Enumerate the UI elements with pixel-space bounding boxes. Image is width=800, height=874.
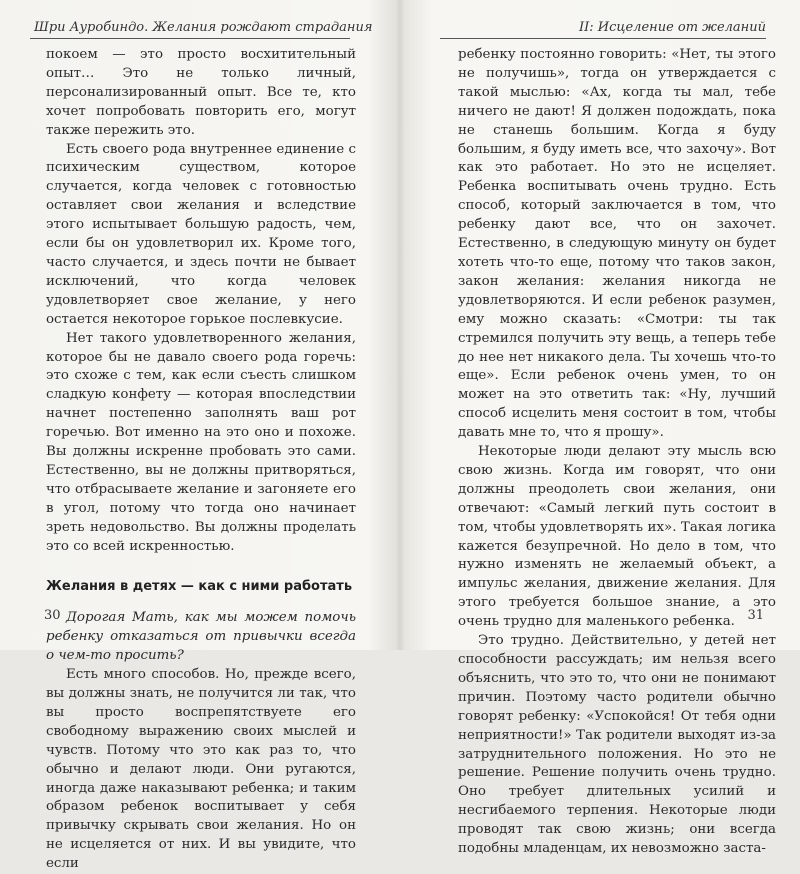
- answer-paragraph: Есть много способов. Но, прежде всего, вы должны знать, не получится ли так, что вы просто воспрепятствуете его свободному выражению своих мыслей и чувств. Потому что это как раз то, что обычно и делают люди. Они ругаются, иногда даже наказывают ребенка; и таким образом ребенок воспитывает у себя привычку скрывать свои желания. Но он не исцеляется от них. И вы увидите, что если: [46, 667, 356, 872]
- left-page: [0, 0, 400, 872]
- paragraph: ребенку постоянно говорить: «Нет, ты этого не получишь», тогда он утверждается с такой мыслью: «Ах, когда ты мал, тебе ничего не дают! Я должен подождать, пока не станешь большим. Когда я буду большим, я буду иметь все, что захочу». Вот как это работает. Но это не исцеляет. Ребенка воспитывать очень трудно. Есть способ, который заключается в том, что ребенку дают все, что он захочет. Естественно, в следующую минуту он будет хотеть что-то еще, потому что таков закон, закон желания: желания никогда не удовлетворяются. И если ребенок разумен, ему можно сказать: «Смотри: ты так стремился получить эту вещь, а теперь тебе до нее нет никакого дела. Ты хочешь что-то еще». Если ребенок очень умен, то он может на это ответить так: «Ну, лучший способ исцелить меня состоит в том, чтобы давать мне то, что я прошу».: [458, 47, 776, 441]
- page-number-left: 30: [44, 608, 61, 623]
- section-heading: Желания в детях — как с ними работать: [46, 579, 353, 595]
- running-head-right: II: Исцеление от желаний: [579, 20, 766, 35]
- paragraph: Это трудно. Действительно, у детей нет способности рассуждать; им нельзя всего объяснить, что это то, что они не понимают причин. Поэтому часто родители обычно говорят ребенку: «Успокойся! От тебя одни неприятности!» Так родители выходят из-за затруднительного положения. Но это не решение. Решение получить очень трудно. Оно требует длительных усилий и несгибаемого терпения. Некоторые люди проводят так свою жизнь; они всегда подобны младенцам, их невозможно заста-: [458, 633, 776, 857]
- page-number-right: 31: [747, 608, 764, 623]
- running-head-left: Шри Ауробиндо. Желания рождают страдания: [34, 20, 373, 35]
- header-rule-right: [440, 38, 766, 39]
- paragraph: Есть своего рода внутреннее единение с психическим существом, которое случается, когда человек с готовностью оставляет свои желания и вследствие этого испытывает большую радость, чем, если бы он удовлетворил их. Кроме того, часто случается, и здесь почти не бывает исключений, что когда человек удовлетворяет свое желание, у него остается некоторое горькое послевкусие.: [46, 141, 356, 327]
- right-page: [400, 0, 800, 857]
- right-page-text: [458, 46, 776, 859]
- left-page-text: [46, 46, 356, 874]
- paragraph: Нет такого удовлетворенного желания, которое бы не давало своего рода горечь: это схоже с тем, как если съесть слишком сладкую конфету — которая впоследствии начнет постепенно заполнять ваш рот горечью. Вот именно на это оно и похоже. Вы должны искренне пробовать это сами. Естественно, вы не должны притворяться, что отбрасываете желание и загоняете его в угол, потому что тогда оно начинает зреть недовольство. Вы должны проделать это со всей искренностью.: [46, 330, 356, 554]
- header-rule-left: [30, 38, 350, 39]
- question: Дорогая Мать, как мы можем помочь ребенку отказаться от привычки всегда о чем-то просить?: [46, 610, 356, 664]
- paragraph: Некоторые люди делают эту мысль всю свою жизнь. Когда им говорят, что они должны преодолеть свои желания, они отвечают: «Самый легкий путь состоит в том, чтобы удовлетворять их». Такая логика кажется безупречной. Но дело в том, что нужно изменять не желаемый объект, а импульс желания, движение желания. Для этого требуется большое знание, а это очень трудно для маленького ребенка.: [458, 444, 776, 630]
- paragraph: покоем — это просто восхитительный опыт… Это не только личный, персонализированный опыт. Все те, кто хочет попробовать повторить его, могут также пережить это.: [46, 47, 356, 138]
